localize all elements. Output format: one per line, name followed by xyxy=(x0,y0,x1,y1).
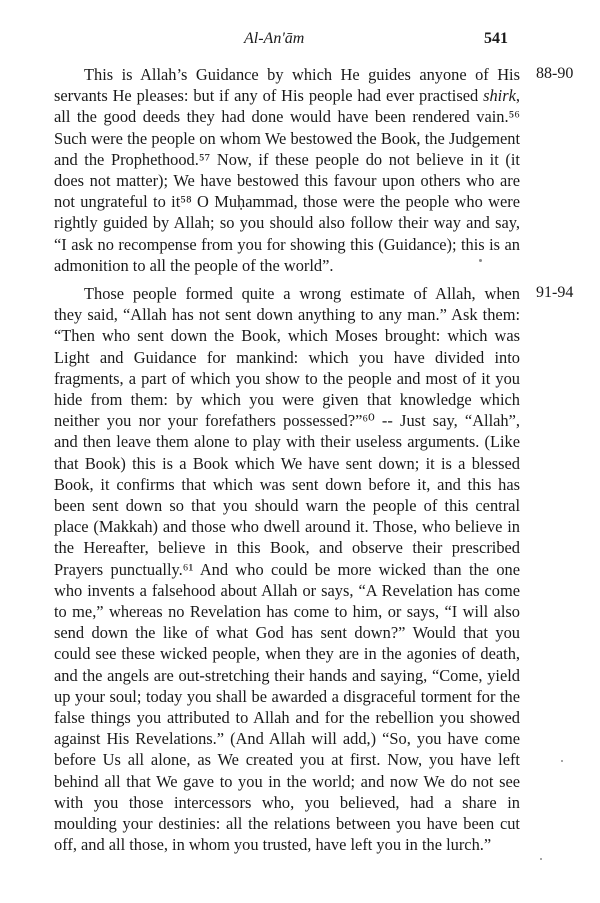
text-line: Book, it confirms that which was sent down before it, and this has xyxy=(54,474,520,494)
text-line: moulding your destinies: all the relations between you have been cut xyxy=(54,814,520,834)
text-line: neither you nor your forefathers possessed?”⁶⁰ -- Just say, “Allah”, xyxy=(54,411,520,431)
text-line: hide from them: by which you were given that knowledge which xyxy=(54,390,520,410)
text-line: and the angels are out-stretching their hands and saying, “Come, yield xyxy=(54,665,520,685)
text-line: rightly guided by Allah; so you should also follow their way and say, xyxy=(54,213,520,233)
text-line: “Then who sent down the Book, which Moses brought: which was xyxy=(54,326,520,346)
text-line: they said, “Allah has not sent down anything to any man.” Ask them: xyxy=(54,305,520,325)
text-line: and the Prophethood.⁵⁷ Now, if these people do not believe in it (it xyxy=(54,149,520,169)
text-line: Light and Guidance for mankind: which you have divided into xyxy=(54,347,520,367)
text-line: behind all that We gave to you in the world; and now We do not see xyxy=(54,771,520,791)
text-line: admonition to all the people of the world”. xyxy=(54,255,334,275)
text-line: Prayers punctually.⁶¹ And who could be more wicked than the one xyxy=(54,559,520,579)
print-speck xyxy=(540,858,542,860)
print-speck xyxy=(561,760,563,762)
paragraph-verses-91-94 xyxy=(54,283,520,855)
text-line: place (Makkah) and those who dwell around it. Those, who believe in xyxy=(54,517,520,537)
text-line: and then leave them alone to play with their useless arguments. (Like xyxy=(54,432,520,452)
text-line: Those people formed quite a wrong estimate of Allah, when xyxy=(84,284,520,303)
verse-reference-91-94: 91-94 xyxy=(536,284,574,301)
paragraph-verses-88-90 xyxy=(54,64,520,276)
text-line: with you those intercessors who, you believed, had a share in xyxy=(54,792,520,812)
text-line: servants He pleases: but if any of His people had ever practised shirk, xyxy=(54,86,520,106)
chapter-title: Al-An'ām xyxy=(244,30,305,47)
text-line: Such were the people on whom We bestowed the Book, the Judgement xyxy=(54,128,520,148)
verse-reference-88-90: 88-90 xyxy=(536,65,574,82)
text-line: before Us all alone, as We created you at first. Now, you have left xyxy=(54,750,520,770)
text-line: all the good deeds they had done would have been rendered vain.⁵⁶ xyxy=(54,107,520,127)
text-line: could see these wicked people, when they are in the agonies of death, xyxy=(54,644,520,664)
page-number: 541 xyxy=(484,30,508,47)
text-line: false things you attributed to Allah and for the rebellion you showed xyxy=(54,708,520,728)
text-line: fragments, a part of which you show to the people and most of it you xyxy=(54,368,520,388)
running-head xyxy=(0,30,600,52)
text-line: “I ask no recompense from you for showing this (Guidance); this is an xyxy=(54,234,520,254)
text-line: off, and all those, in whom you trusted, have left you in the lurch.” xyxy=(54,835,492,855)
text-line: against His Revelations.” (And Allah will add,) “So, you have come xyxy=(54,729,520,749)
print-speck xyxy=(479,259,482,262)
text-line: send down the like of what God has sent down?” Would that you xyxy=(54,623,520,643)
text-line: does not matter); We have bestowed this favour upon others who are xyxy=(54,171,520,191)
text-line: not ungrateful to it⁵⁸ O Muḥammad, those were the people who were xyxy=(54,192,520,212)
text-line: who invents a falsehood about Allah or says, “A Revelation has come xyxy=(54,580,520,600)
text-line: This is Allah’s Guidance by which He guides anyone of His xyxy=(84,65,520,84)
text-line: the Hereafter, believe in this Book, and observe their prescribed xyxy=(54,538,520,558)
text-line: been sent down so that you should warn the people of this central xyxy=(54,496,520,516)
text-line: that Book) this is a Book which We have sent down; it is a blessed xyxy=(54,453,520,473)
text-line: to me,” whereas no Revelation has come to him, or says, “I will also xyxy=(54,602,520,622)
text-line: up your soul; today you shall be awarded a disgraceful torment for the xyxy=(54,686,520,706)
